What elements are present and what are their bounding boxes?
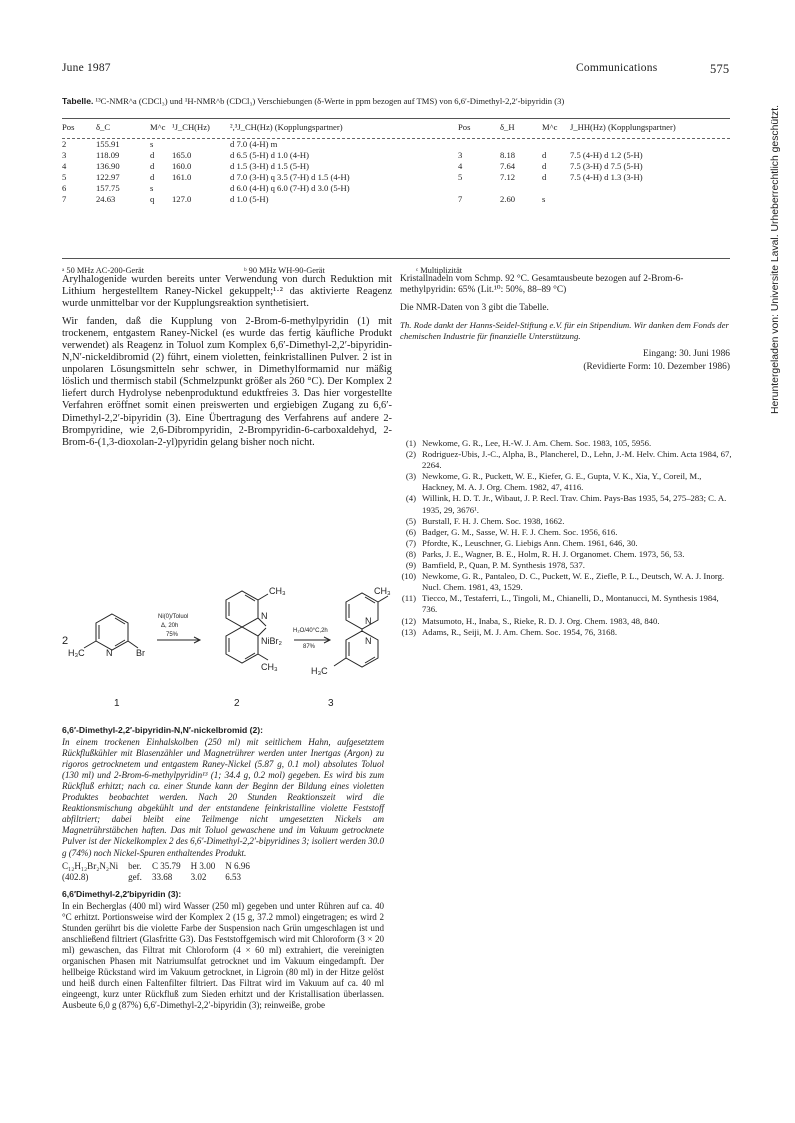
ch3-label-3: CH₃ xyxy=(374,586,391,596)
reference-item xyxy=(400,527,732,538)
table-caption-text: ¹³C-NMR^a (CDCl₃) und ¹H-NMR^b (CDCl₃) Verschiebungen (δ-Werte in ppm bezogen auf TMS) von 6,6′-Dimethyl-2,2′-bipyridin (3) xyxy=(95,96,565,106)
intro-paragraph: Arylhalogenide wurden bereits unter Verwendung von durch Reduktion mit Lithium hergestelltem Raney-Nickel gekuppelt;¹·² das aktivierte Reagenz wurde unmittelbar vor der Kupplungsreaktion synthetisiert. xyxy=(62,274,392,310)
reference-item xyxy=(400,560,732,571)
table-footnote-c: ᶜ Multiplizität xyxy=(416,266,463,275)
table-cell: d 1.0 (5-H) xyxy=(230,194,269,204)
table-cell: 4 xyxy=(458,161,463,171)
table-cell xyxy=(172,183,230,194)
ring-compound-3-top xyxy=(346,593,378,629)
reaction-scheme xyxy=(62,582,392,712)
reference-item xyxy=(400,593,732,615)
table-cell: 160.0 xyxy=(172,161,192,171)
reference-number: (11) xyxy=(401,593,416,604)
analysis-n: N 6.96 xyxy=(225,860,250,871)
table-cell: d xyxy=(150,161,155,171)
table-cell: 2.60 xyxy=(500,194,516,204)
ch3-label-2b: CH₃ xyxy=(261,662,278,672)
table-header-cell: Pos xyxy=(458,122,471,132)
table-cell: d xyxy=(542,172,547,182)
n-label-3b: N xyxy=(365,636,372,646)
table-cell: d 6.0 (4-H) q 6.0 (7-H) d 3.0 (5-H) xyxy=(230,183,350,193)
table-cell xyxy=(570,139,730,150)
coefficient: 2 xyxy=(62,635,69,647)
analysis-mass: (402.8) xyxy=(62,871,89,882)
table-bottom-rule xyxy=(62,258,730,259)
table-caption-label: Tabelle. xyxy=(62,96,94,106)
exp-title-bipyridine: 6,6′Dimethyl-2,2′bipyridin (3): xyxy=(62,888,182,899)
table-header-cell: δ_C xyxy=(96,122,111,132)
reference-item xyxy=(400,616,732,627)
analysis-n: 6.53 xyxy=(225,871,242,882)
reference-text: Newkome, G. R., Puckett, W. E., Kiefer, G. E., Gupta, V. K., Xia, Y., Coreil, M., Hackney, M. A. J. Org. Chem. 1982, 47, 4116. xyxy=(422,471,702,493)
table-cell: q xyxy=(150,194,155,204)
h3c-label-3: H₃C xyxy=(311,666,328,676)
arrow-1-reagent: Ni(0)/Toluol xyxy=(158,614,189,620)
reference-number: (8) xyxy=(405,548,416,559)
table-cell: 24.63 xyxy=(96,194,116,204)
analysis-h: 3.02 xyxy=(190,871,207,882)
br-label: Br xyxy=(136,648,145,658)
table-cell: 127.0 xyxy=(172,194,192,204)
analysis-c: C 35.79 xyxy=(151,860,181,871)
table-header-cell: ²,³J_CH(Hz) (Kopplungspartner) xyxy=(230,122,343,132)
nibr2-label: NiBr₂ xyxy=(261,636,282,646)
reference-item xyxy=(400,449,732,471)
table-cell: d 1.5 (3-H) d 1.5 (5-H) xyxy=(230,161,309,171)
table-header-row xyxy=(62,122,730,139)
nmr-table xyxy=(62,122,730,205)
reference-text: Parks, J. E., Wagner, B. E., Holm, R. H. J. Organomet. Chem. 1973, 56, 53. xyxy=(422,548,685,559)
reference-number: (13) xyxy=(401,626,416,637)
reference-text: Willink, H. D. T. Jr., Wibaut, J. P. Recl. Trav. Chim. Pays-Bas 1935, 54, 275–283; C. A. 1935, 29, 3676¹. xyxy=(422,493,727,515)
reference-number: (1) xyxy=(405,438,416,448)
table-header-cell: Pos xyxy=(62,122,75,132)
reference-number: (2) xyxy=(405,449,416,460)
table-cell: 6 xyxy=(62,183,67,193)
table-row xyxy=(62,183,730,194)
references-list xyxy=(400,438,732,638)
table-cell xyxy=(542,139,570,150)
reference-item xyxy=(400,471,732,493)
left-column-text xyxy=(62,274,392,455)
reference-item xyxy=(400,627,732,638)
table-cell xyxy=(542,183,570,194)
table-cell xyxy=(172,139,230,150)
reference-item xyxy=(400,571,732,593)
ring-compound-3-bottom xyxy=(346,631,378,667)
table-cell: 5 xyxy=(62,172,67,182)
reference-number: (4) xyxy=(405,493,416,504)
table-cell: d xyxy=(542,161,547,171)
reference-number: (3) xyxy=(405,471,416,482)
reference-number: (6) xyxy=(405,526,416,537)
ch3-label-2a: CH₃ xyxy=(269,586,286,596)
table-row xyxy=(62,194,730,205)
analysis-label: ber. xyxy=(128,860,142,871)
elemental-analysis xyxy=(62,861,260,883)
experimental-section xyxy=(62,725,384,1011)
exp-title-complex: 6,6′-Dimethyl-2,2′-bipyridin-N,N′-nickelbromid (2): xyxy=(62,725,263,735)
arrow-1-condition: Δ, 20h xyxy=(161,623,179,629)
reference-number: (5) xyxy=(405,515,416,526)
reference-number: (12) xyxy=(401,615,416,626)
table-cell: 3 xyxy=(62,150,67,160)
analysis-formula: C₁₂H₁₂Br₂N₂Ni xyxy=(62,860,119,871)
table-header-cell: J_HH(Hz) (Kopplungspartner) xyxy=(570,122,676,132)
reference-text: Pfordte, K., Leuschner, G. Liebigs Ann. Chem. 1961, 646, 30. xyxy=(422,537,638,548)
header-journal: Communications xyxy=(576,62,658,74)
acknowledgement: Th. Rode dankt der Hanns-Seidel-Stiftung e.V. für ein Stipendium. Wir danken dem Fonds der chemischen Industrie für finanzielle Unterstützung. xyxy=(400,320,729,342)
h3c-label-1: H₃C xyxy=(68,648,85,658)
table-cell: 7 xyxy=(458,194,463,204)
reference-text: Newkome, G. R., Pantaleo, D. C., Puckett, W. E., Ziefle, P. L., Deutsch, W. A. J. Inorg. Nucl. Chem. 1981, 43, 1529. xyxy=(422,571,725,593)
reference-number: (7) xyxy=(405,537,416,548)
right-column-top xyxy=(400,274,730,342)
table-row xyxy=(62,139,730,150)
table-footnote-b: ᵇ 90 MHz WH-90-Gerät xyxy=(244,266,325,275)
table-cell: 157.75 xyxy=(96,183,120,193)
reference-text: Badger, G. M., Sasse, W. H. F. J. Chem. Soc. 1956, 616. xyxy=(422,526,618,537)
ring-compound-1 xyxy=(96,614,128,650)
table-header-cell: ¹J_CH(Hz) xyxy=(172,122,210,132)
table-cell: 122.97 xyxy=(96,172,120,182)
reference-item xyxy=(400,538,732,549)
table-header-cell: δ_H xyxy=(500,122,515,132)
product-description: Kristallnadeln vom Schmp. 92 °C. Gesamtausbeute bezogen auf 2-Brom-6-methylpyridin: 65% (Lit.¹⁰: 50%, 88–89 °C) xyxy=(400,274,684,296)
table-cell xyxy=(458,139,500,150)
table-row xyxy=(62,172,730,183)
table-row xyxy=(62,150,730,161)
table-cell: d 7.0 (3-H) q 3.5 (7-H) d 1.5 (4-H) xyxy=(230,172,350,182)
analysis-h: H 3.00 xyxy=(190,860,216,871)
revised-date: (Revidierte Form: 10. Dezember 1986) xyxy=(583,362,730,372)
table-cell: 7.64 xyxy=(500,161,516,171)
table-cell xyxy=(570,194,730,205)
table-cell: 118.09 xyxy=(96,150,120,160)
download-notice: Heruntergeladen von: Universite Laval. Urheberrechtlich geschützt. xyxy=(770,105,781,414)
table-cell: d 6.5 (5-H) d 1.0 (4-H) xyxy=(230,150,309,160)
table-cell: s xyxy=(542,194,546,204)
exp-procedure-complex: In einem trockenen Einhalskolben (250 ml) mit seitlichem Hahn, aufgesetztem Rückflußkühler mit Blasenzähler und Magnetrührer werden unter Inertgas (Argon) zu rigoros getrocknetem und entgastem Raney-Nickel (5.87 g, 0.1 mol) absolutes Toluol (130 ml) und 2-Brom-6-methylpyridin¹³ (1; 34.4 g, 0.2 mol) gegeben. Es wird bis zum Rückfluß erhitzt; nach ca. einer Stunde kann der Beginn der Bildung eines violetten Produktes beobachtet werden. Nach 20 Stunden Reaktionszeit wird die Reaktionsmischung abgekühlt und der entstandene feinkristalline violette Feststoff abfiltriert; dabei bleibt eine Teilmenge nicht umgesetzten Nickels am Magnetrührstäbchen haften. Das mit Toluol gewaschene und im Vakuum getrocknete Pulver ist der Nickelkomplex 2 des 6,6′-Dimethyl-2,2′-bipyridines 3; isoliert werden 30.0 g (74%) noch Nickel-Spuren enthaltendes Produkt. xyxy=(62,737,384,858)
table-cell: 7.5 (4-H) d 1.2 (5-H) xyxy=(570,150,643,160)
table-cell: d xyxy=(542,150,547,160)
table-cell: 7.5 (4-H) d 1.3 (3-H) xyxy=(570,172,643,182)
table-header-cell: M^c xyxy=(150,122,166,132)
table-cell: 4 xyxy=(62,161,67,171)
compound-label-2: 2 xyxy=(234,698,240,709)
nmr-note: Die NMR-Daten von 3 gibt die Tabelle. xyxy=(400,302,549,313)
table-cell: 165.0 xyxy=(172,150,192,160)
reference-text: Bamfield, P., Quan, P. M. Synthesis 1978, 537. xyxy=(422,560,585,571)
n-label-2a: N xyxy=(261,611,268,621)
table-cell xyxy=(500,139,542,150)
received-date: Eingang: 30. Juni 1986 xyxy=(643,349,730,359)
compound-label-1: 1 xyxy=(114,698,120,709)
ring-compound-2-bottom xyxy=(226,627,258,663)
ring-compound-2-top xyxy=(226,591,258,627)
reference-item xyxy=(400,516,732,527)
reference-number: (9) xyxy=(405,560,416,571)
reference-text: Matsumoto, H., Inaba, S., Rieke, R. D. J. Org. Chem. 1983, 48, 840. xyxy=(422,615,660,626)
n-label-3a: N xyxy=(365,616,372,626)
table-top-rule xyxy=(62,118,730,119)
table-cell xyxy=(458,183,500,194)
reference-item xyxy=(400,438,732,449)
table-cell: s xyxy=(150,139,154,149)
table-cell: 8.18 xyxy=(500,150,516,160)
table-cell: 7.12 xyxy=(500,172,516,182)
n-label-1: N xyxy=(106,648,113,658)
table-cell: 3 xyxy=(458,150,463,160)
table-cell: 161.0 xyxy=(172,172,192,182)
table-footnote-a: ᵃ 50 MHz AC-200-Gerät xyxy=(62,266,145,275)
table-cell: s xyxy=(150,183,154,193)
reference-number: (10) xyxy=(401,571,416,582)
page-number: 575 xyxy=(710,62,730,76)
analysis-c: 33.68 xyxy=(151,871,173,882)
table-header-cell: M^c xyxy=(542,122,558,132)
table-cell: d xyxy=(150,150,155,160)
table-cell xyxy=(500,183,542,194)
table-cell: 7 xyxy=(62,194,67,204)
table-cell: 5 xyxy=(458,172,463,182)
table-cell: 7.5 (3-H) d 7.5 (5-H) xyxy=(570,161,643,171)
table-cell xyxy=(570,183,730,194)
analysis-row-calc xyxy=(62,861,260,872)
reference-item xyxy=(400,493,732,515)
reference-text: Tiecco, M., Testaferri, L., Tingoli, M., Chianelli, D., Montanucci, M. Synthesis 1984, 736. xyxy=(422,593,719,615)
reference-item xyxy=(400,549,732,560)
table-cell: d xyxy=(150,172,155,182)
result-paragraph: Wir fanden, daß die Kupplung von 2-Brom-6-methylpyridin (1) mit trockenem, entgastem Raney-Nickel (es wurde das fertig käufliche Produkt verwendet) als Reagenz in Toluol zum Komplex 6,6′-Dimethyl-2,2′-bipyridin-N,N′-nickeldibromid (2) führt, einem violetten, feinkristallinen Pulver. 2 ist in unpolaren Lösungsmitteln sehr schwer, in Dimethylformamid nur mäßig löslich und thermisch stabil (Schmelzpunkt größer als 260 °C). Der Komplex 2 liefert durch Hydrolyse nebenproduktund eduktfreies 3. Das hier vorgestellte Verfahren eröffnet somit einen preiswerten und ergiebigen Zugang zu 6,6′-Dimethyl-2,2′-bipyridin (3). Eine Übertragung des Verfahrens auf andere 2-Brompyridine, wie 2,6-Dibrompyridin, 2-Brompyridin-6-carboxaldehyd, 2-Brom-6-(1,3-dioxolan-2-yl)pyridin gelang bisher noch nicht. xyxy=(62,316,392,448)
reference-text: Newkome, G. R., Lee, H.-W. J. Am. Chem. Soc. 1983, 105, 5956. xyxy=(422,438,652,448)
table-cell: 136.90 xyxy=(96,161,120,171)
reference-text: Rodriguez-Ubis, J.-C., Alpha, B., Plancherel, D., Lehn, J.-M. Helv. Chim. Acta 1984, 67, 2264. xyxy=(422,449,732,471)
reference-text: Adams, R., Seiji, M. J. Am. Chem. Soc. 1954, 76, 3168. xyxy=(422,626,617,637)
arrow-1-yield: 75% xyxy=(166,632,179,638)
analysis-label: gef. xyxy=(128,871,142,882)
arrow-2-reagent: H₂O/40°C,2h xyxy=(293,628,328,634)
reference-text: Burstall, F. H. J. Chem. Soc. 1938, 1662. xyxy=(422,515,565,526)
arrow-2-yield: 87% xyxy=(303,644,316,650)
exp-procedure-bipyridine: In ein Becherglas (400 ml) wird Wasser (250 ml) gegeben und unter Rühren auf ca. 40 °C erhitzt. Portionsweise wird der Komplex 2 (15 g, 37.2 mmol) eingetragen; es wird 2 Stunden gerührt bis die violette Farbe der Suspension nach Grün umgeschlagen ist und anschließend filtriert (Glasfritte G3). Das Feststoffgemisch wird mit Chloroform (3 × 20 ml) gewaschen, das Filtrat mit Chloroform (4 × 60 ml) extrahiert, die vereinigten organischen Phasen mit Natriumsulfat getrocknet und im Vakuum eingedampft. Der hellbeige Rückstand wird im Vakuum getrocknet, in Ligroin (80 ml) in der Hitze gelöst und heiß durch einen Faltenfilter filtriert. Das Filtrat wird im Vakuum auf ca. 40 ml eingeengt, kurz unter Rückfluß zum Sieden erhitzt und der Kristallisation überlassen. Ausbeute 6,0 g (87%) 6,6′-Dimethyl-2,2′-bipyridin (3); reinweiße, grobe xyxy=(62,900,384,1011)
table-caption xyxy=(62,96,742,107)
table-cell: 2 xyxy=(62,139,67,149)
table-row xyxy=(62,161,730,172)
compound-label-3: 3 xyxy=(328,698,334,709)
table-cell: d 7.0 (4-H) m xyxy=(230,139,278,149)
header-date: June 1987 xyxy=(62,62,111,74)
analysis-row-found xyxy=(62,872,260,883)
table-cell: 155.91 xyxy=(96,139,120,149)
